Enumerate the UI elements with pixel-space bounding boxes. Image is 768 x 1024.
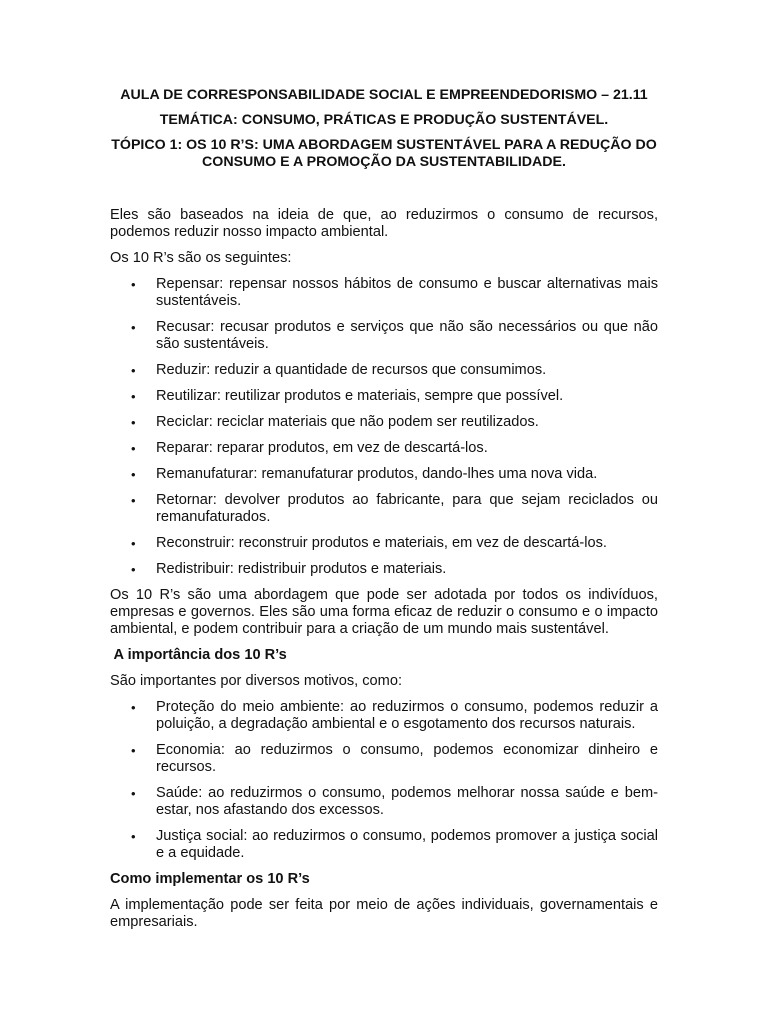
- bullet-icon: •: [131, 389, 136, 404]
- list-item: • Remanufaturar: remanufaturar produtos, dando-lhes uma nova vida.: [131, 466, 598, 482]
- importance-heading: A importância dos 10 R’s: [110, 647, 287, 663]
- bullet-icon: •: [131, 415, 136, 430]
- document-page: [110, 87, 658, 940]
- list-item: • Reparar: reparar produtos, em vez de descartá-los.: [131, 440, 488, 456]
- list-item: • Proteção do meio ambiente: ao reduzirmos o consumo, podemos reduzir a poluição, a degradação ambiental e o esgotamento dos recursos naturais.: [131, 699, 658, 732]
- bullet-icon: •: [131, 441, 136, 456]
- bullet-icon: •: [131, 320, 136, 335]
- bullet-icon: •: [131, 829, 136, 844]
- bullet-icon: •: [131, 700, 136, 715]
- bullet-icon: •: [131, 363, 136, 378]
- bullet-icon: •: [131, 536, 136, 551]
- implementation-heading: Como implementar os 10 R’s: [110, 871, 310, 887]
- header-topic-line2: CONSUMO E A PROMOÇÃO DA SUSTENTABILIDADE.: [202, 153, 566, 170]
- spacer: [110, 170, 658, 207]
- list-item: • Reduzir: reduzir a quantidade de recursos que consumimos.: [131, 362, 547, 378]
- bullet-icon: •: [131, 562, 136, 577]
- list-item: • Retornar: devolver produtos ao fabricante, para que sejam reciclados ou remanufaturados.: [131, 492, 658, 525]
- intro-list-lead: Os 10 R’s são os seguintes:: [110, 250, 292, 266]
- list-item: • Saúde: ao reduzirmos o consumo, podemos melhorar nossa saúde e bem-estar, nos afastando dos excessos.: [131, 785, 658, 818]
- bullet-icon: •: [131, 467, 136, 482]
- header-course-title: AULA DE CORRESPONSABILIDADE SOCIAL E EMPREENDEDORISMO – 21.11: [120, 87, 648, 103]
- intro-paragraph: Eles são baseados na ideia de que, ao reduzirmos o consumo de recursos, podemos reduzir nosso impacto ambiental.: [110, 207, 658, 240]
- list-item: • Economia: ao reduzirmos o consumo, podemos economizar dinheiro e recursos.: [131, 742, 658, 775]
- importance-list: [110, 699, 658, 862]
- list-item: • Repensar: repensar nossos hábitos de consumo e buscar alternativas mais sustentáveis.: [131, 276, 658, 309]
- list-item: • Justiça social: ao reduzirmos o consumo, podemos promover a justiça social e a equidade.: [131, 828, 658, 861]
- bullet-icon: •: [131, 743, 136, 758]
- list-item: • Recusar: recusar produtos e serviços que não são necessários ou que não são sustentáveis.: [131, 319, 658, 352]
- list-item: • Redistribuir: redistribuir produtos e materiais.: [131, 561, 447, 577]
- implementation-paragraph: A implementação pode ser feita por meio de ações individuais, governamentais e empresariais.: [110, 897, 658, 930]
- bullet-icon: •: [131, 786, 136, 801]
- header-topic-line1: TÓPICO 1: OS 10 R’S: UMA ABORDAGEM SUSTENTÁVEL PARA A REDUÇÃO DO: [111, 137, 657, 153]
- bullet-icon: •: [131, 493, 136, 508]
- importance-intro: São importantes por diversos motivos, como:: [110, 673, 402, 689]
- bullet-icon: •: [131, 277, 136, 292]
- rs-list: [110, 276, 658, 578]
- list-item: • Reconstruir: reconstruir produtos e materiais, em vez de descartá-los.: [131, 535, 607, 551]
- header-theme: TEMÁTICA: CONSUMO, PRÁTICAS E PRODUÇÃO SUSTENTÁVEL.: [159, 111, 609, 128]
- summary-paragraph: Os 10 R’s são uma abordagem que pode ser adotada por todos os indivíduos, empresas e governos. Eles são uma forma eficaz de reduzir o consumo e o impacto ambiental, e podem contribuir para a criação de um mundo mais sustentável.: [110, 587, 658, 637]
- header-topic: [110, 137, 658, 170]
- list-item: • Reciclar: reciclar materiais que não podem ser reutilizados.: [131, 414, 539, 430]
- list-item: • Reutilizar: reutilizar produtos e materiais, sempre que possível.: [131, 388, 564, 404]
